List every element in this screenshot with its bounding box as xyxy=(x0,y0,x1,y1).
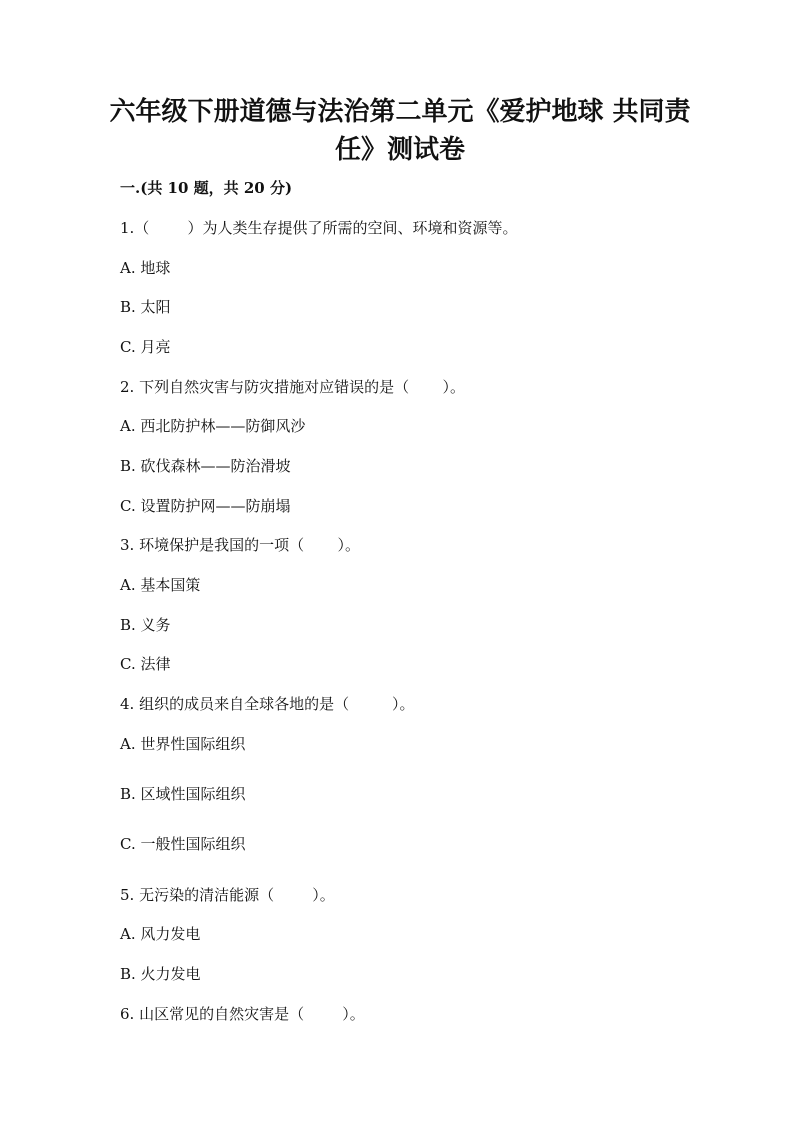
question-5-stem: 5. 无污染的清洁能源（ ）。 xyxy=(120,886,335,904)
question-1-option-c: C. 月亮 xyxy=(120,338,171,356)
question-4-option-a: A. 世界性国际组织 xyxy=(120,735,246,753)
question-2-option-c: C. 设置防护网——防崩塌 xyxy=(120,497,291,515)
question-2-option-a: A. 西北防护林——防御风沙 xyxy=(120,417,306,435)
section-heading: 一.(共 10 题，共 20 分) xyxy=(120,179,293,197)
question-3-option-b: B. 义务 xyxy=(120,616,171,634)
question-1-option-a: A. 地球 xyxy=(120,259,171,277)
question-6-stem: 6. 山区常见的自然灾害是（ ）。 xyxy=(120,1005,365,1023)
question-4-option-b: B. 区域性国际组织 xyxy=(120,785,246,803)
question-1-stem: 1.（ ）为人类生存提供了所需的空间、环境和资源等。 xyxy=(120,219,518,237)
question-5-option-b: B. 火力发电 xyxy=(120,965,201,983)
question-3-option-c: C. 法律 xyxy=(120,655,171,673)
question-3-stem: 3. 环境保护是我国的一项（ ）。 xyxy=(120,536,360,554)
question-4-option-c: C. 一般性国际组织 xyxy=(120,835,246,853)
question-2-stem: 2. 下列自然灾害与防灾措施对应错误的是（ ）。 xyxy=(120,378,465,396)
question-3-option-a: A. 基本国策 xyxy=(120,576,201,594)
question-1-option-b: B. 太阳 xyxy=(120,298,171,316)
document-title-line-2: 任》测试卷 xyxy=(334,135,465,165)
question-4-stem: 4. 组织的成员来自全球各地的是（ ）。 xyxy=(120,695,415,713)
question-5-option-a: A. 风力发电 xyxy=(120,925,201,943)
document-title-line-1: 六年级下册道德与法治第二单元《爱护地球 共同责 xyxy=(109,97,691,127)
question-2-option-b: B. 砍伐森林——防治滑坡 xyxy=(120,457,291,475)
